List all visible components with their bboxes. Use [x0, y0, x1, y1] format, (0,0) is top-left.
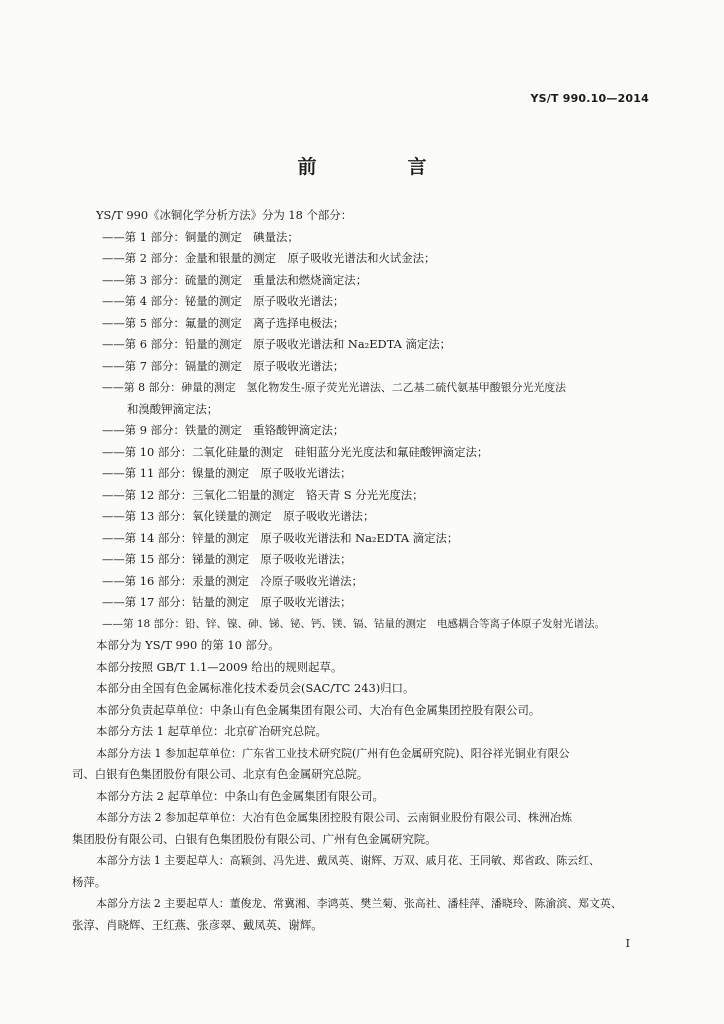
- method2-authors-line2: 张淳、肖晓辉、王红燕、张彦翠、戴凤英、谢辉。: [72, 917, 323, 932]
- list-item: ——第 8 部分：砷量的测定 氢化物发生-原子荧光光谱法、二乙基二硫代氨基甲酸银分光光度法: [102, 381, 567, 394]
- standard-number: YS/T 990.10—2014: [530, 92, 649, 105]
- method1-authors-line2: 杨萍。: [72, 874, 107, 889]
- intro-line: YS/T 990《冰铜化学分析方法》分为 18 个部分：: [96, 208, 353, 222]
- method2-authors-line1: 本部分方法 2 主要起草人：董俊龙、常冀湘、李鸿英、樊兰菊、张高社、潘桂萍、潘晓玲、陈渝滨、郑文英、: [96, 897, 622, 910]
- method1-authors-line1: 本部分方法 1 主要起草人：高颖剑、冯先进、戴凤英、谢辉、万双、戚月花、王同敏、郑省政、陈云红、: [96, 854, 600, 867]
- statement-part-number: 本部分为 YS/T 990 的第 10 部分。: [96, 638, 280, 652]
- list-item: ——第 17 部分：钴量的测定 原子吸收光谱法；: [102, 595, 352, 609]
- parts-list: [102, 227, 654, 636]
- statement-method1-unit: 本部分方法 1 起草单位：北京矿冶研究总院。: [96, 724, 327, 738]
- list-item: ——第 12 部分：三氧化二铝量的测定 铬天青 S 分光光度法；: [102, 487, 424, 502]
- list-item: ——第 11 部分：镍量的测定 原子吸收光谱法；: [102, 466, 352, 480]
- statement-drafting-rules: 本部分按照 GB/T 1.1—2009 给出的规则起草。: [96, 659, 343, 674]
- statement-method2-unit: 本部分方法 2 起草单位：中条山有色金属集团有限公司。: [96, 788, 384, 803]
- list-item: ——第 4 部分：铋量的测定 原子吸收光谱法；: [102, 294, 345, 308]
- list-item: ——第 14 部分：锌量的测定 原子吸收光谱法和 Na₂EDTA 滴定法；: [102, 530, 459, 545]
- method2-participants-line2: 集团股份有限公司、白银有色集团股份有限公司、广州有色金属研究院。: [72, 831, 437, 846]
- list-item: ——第 3 部分：硫量的测定 重量法和燃烧滴定法；: [102, 272, 368, 287]
- page-number: I: [625, 937, 630, 950]
- list-item: ——第 7 部分：镉量的测定 原子吸收光谱法；: [102, 358, 345, 373]
- list-item: ——第 15 部分：锑量的测定 原子吸收光谱法；: [102, 552, 352, 566]
- list-item: ——第 18 部分：铅、锌、镍、砷、锑、铋、钙、镁、镉、钴量的测定 电感耦合等离子体原子发射光谱法。: [102, 617, 606, 630]
- page-title: 前 言: [297, 156, 463, 178]
- list-item: ——第 6 部分：铅量的测定 原子吸收光谱法和 Na₂EDTA 滴定法；: [102, 337, 452, 351]
- list-item: ——第 5 部分：氟量的测定 离子选择电极法；: [102, 315, 345, 330]
- statement-committee: 本部分由全国有色金属标准化技术委员会(SAC/TC 243)归口。: [96, 681, 415, 695]
- method2-participants-line1: 本部分方法 2 参加起草单位：大冶有色金属集团控股有限公司、云南铜业股份有限公司、株洲冶炼: [96, 811, 572, 824]
- list-item: ——第 16 部分：汞量的测定 冷原子吸收光谱法；: [102, 573, 363, 588]
- list-item: ——第 10 部分：二氧化硅量的测定 硅钼蓝分光光度法和氟硅酸钾滴定法；: [102, 444, 489, 459]
- list-item-continuation: 和溴酸钾滴定法；: [127, 401, 219, 416]
- method1-participants-line2: 司、白银有色集团股份有限公司、北京有色金属研究总院。: [72, 767, 369, 781]
- method1-participants-line1: 本部分方法 1 参加起草单位：广东省工业技术研究院(广州有色金属研究院)、阳谷祥光铜业有限公: [96, 746, 570, 760]
- list-item: ——第 2 部分：金量和银量的测定 原子吸收光谱法和火试金法；: [102, 251, 436, 265]
- list-item: ——第 1 部分：铜量的测定 碘量法；: [102, 229, 299, 244]
- statement-responsible-unit: 本部分负责起草单位：中条山有色金属集团有限公司、大冶有色金属集团控股有限公司。: [96, 702, 541, 717]
- list-item: ——第 9 部分：铁量的测定 重铬酸钾滴定法；: [102, 423, 345, 437]
- foreword-body: [72, 205, 654, 936]
- list-item: ——第 13 部分：氧化镁量的测定 原子吸收光谱法；: [102, 509, 375, 523]
